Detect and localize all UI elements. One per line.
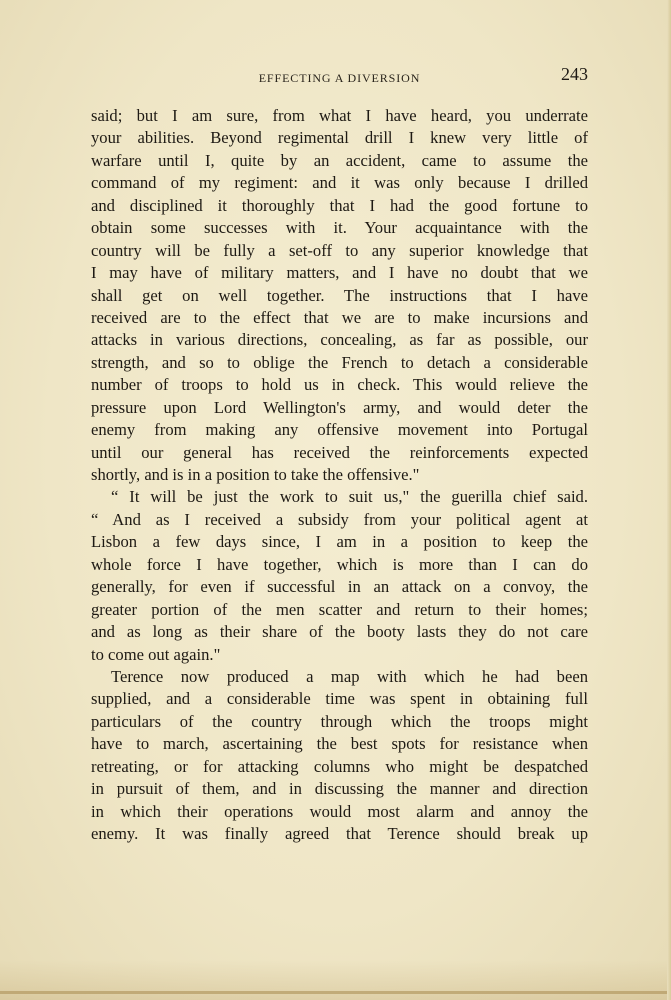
text-line: and as long as their share of the booty lasts they do not care [91,622,588,642]
text-line: generally, for even if successful in an attack on a convoy, the [91,577,588,597]
page-right-edge [667,0,671,1000]
text-line: pressure upon Lord Wellington's army, and would deter the [91,397,588,417]
text-line: enemy from making any offensive movement into Portugal [91,420,588,440]
text-line: received are to the effect that we are to make incursions and [91,307,588,327]
page-header [91,64,588,90]
text-line: “ It will be just the work to suit us," the guerilla chief said. [111,487,588,507]
text-line: in pursuit of them, and in discussing the manner and direction [91,779,588,799]
text-line: enemy. It was finally agreed that Terence should break up [91,824,588,843]
text-line: until our general has received the reinforcements expected [91,442,588,462]
text-line: strength, and so to oblige the French to detach a considerable [91,352,588,372]
text-line: have to march, ascertaining the best spots for resistance when [91,734,588,754]
text-line: in which their operations would most alarm and annoy the [91,801,588,821]
page-bottom-edge [0,991,671,994]
text-line: retreating, or for attacking columns who might be despatched [91,756,588,776]
text-line: to come out again." [91,644,221,664]
body-text [91,105,588,845]
text-line: Terence now produced a map with which he had been [111,666,588,686]
text-line: “ And as I received a subsidy from your political agent at [91,509,588,529]
text-line: your abilities. Beyond regimental drill I knew very little of [91,128,588,148]
text-line: attacks in various directions, concealing, as far as possible, our [91,330,588,350]
text-line: shall get on well together. The instructions that I have [91,285,588,305]
text-line: shortly, and is in a position to take the offensive." [91,465,420,484]
text-line: warfare until I, quite by an accident, came to assume the [91,150,588,170]
text-line: number of troops to hold us in check. This would relieve the [91,375,588,395]
text-line: Lisbon a few days since, I am in a position to keep the [91,532,588,552]
running-head: EFFECTING A DIVERSION [258,71,421,85]
text-line: supplied, and a considerable time was spent in obtaining full [91,689,588,709]
page-bottom-shadow [0,960,671,1000]
text-line: command of my regiment: and it was only because I drilled [91,173,588,193]
text-line: I may have of military matters, and I have no doubt that we [91,263,588,283]
text-line: greater portion of the men scatter and return to their homes; [91,599,588,619]
text-line: said; but I am sure, from what I have heard, you underrate [91,106,588,125]
page-number: 243 [561,64,588,84]
text-line: country will be fully a set-off to any superior knowledge that [91,240,588,260]
text-line: particulars of the country through which the troops might [91,711,588,731]
text-line: whole force I have together, which is more than I can do [91,554,588,574]
text-line: obtain some successes with it. Your acquaintance with the [91,218,588,238]
text-line: and disciplined it thoroughly that I had the good fortune to [91,195,588,215]
